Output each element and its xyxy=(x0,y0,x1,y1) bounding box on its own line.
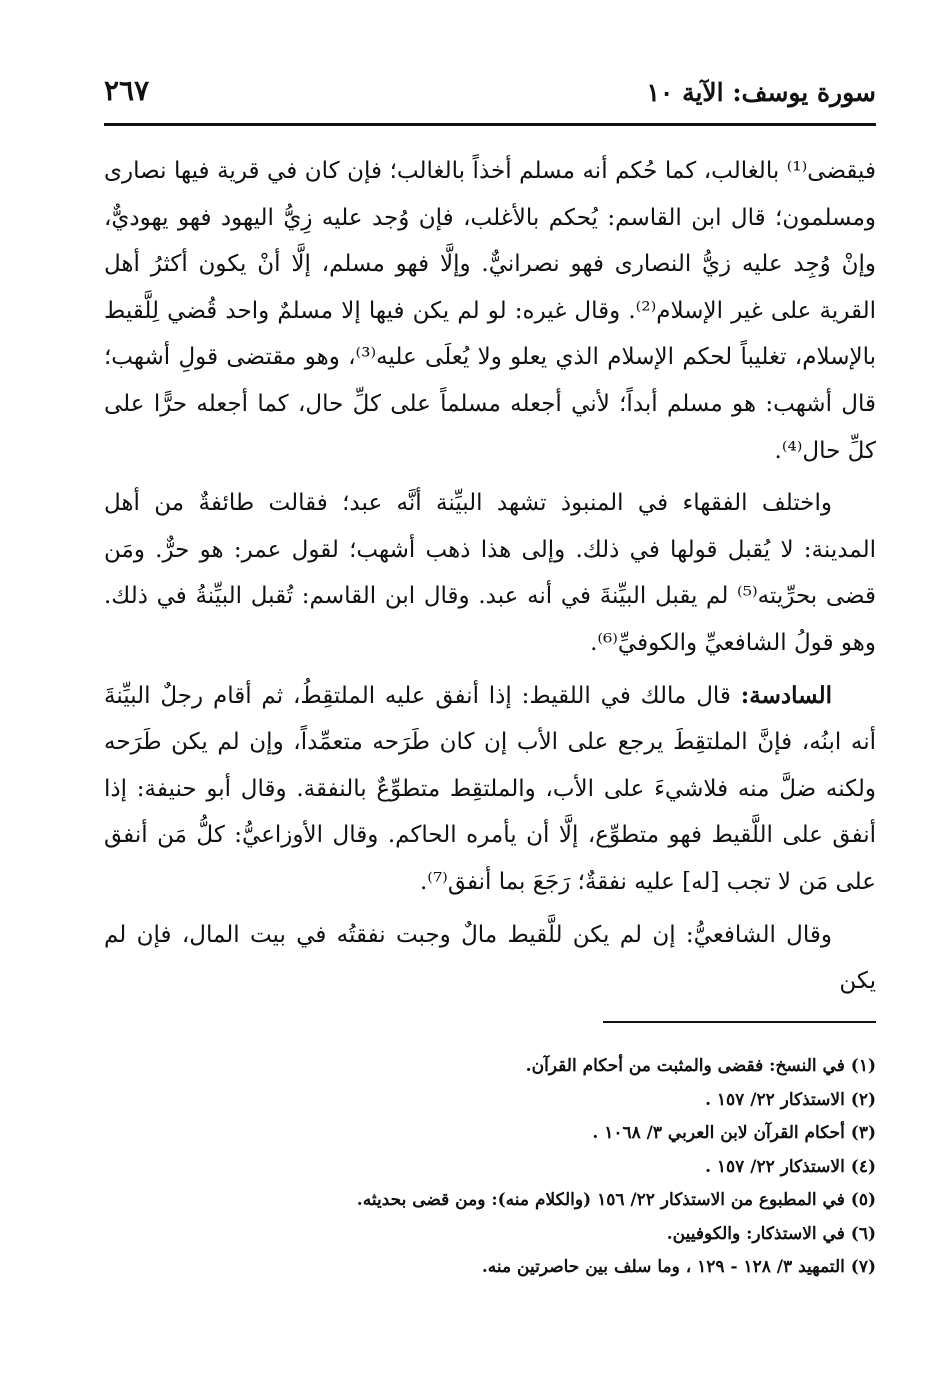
footnote-6: (٦) في الاستذكار: والكوفيين. xyxy=(666,1223,876,1244)
footnote-5: (٥) في المطبوع من الاستذكار ٢٢/ ١٥٦ (والكلام منه): ومن قضى بحديثه. xyxy=(356,1190,876,1210)
footnote-2: (٢) الاستذكار ٢٢/ ١٥٧ . xyxy=(705,1089,876,1110)
header-rule xyxy=(104,123,876,126)
footnotes xyxy=(104,1050,876,1285)
main-text xyxy=(104,148,876,1011)
paragraph-3-text: قال مالك في اللقيط: إذا أنفق عليه الملتقِطُ، ثم أقام رجلٌ البيِّنةَ أنه ابنُه، فإنَّ الملتقِطَ يرجع على الأب إن كان طَرَحه متعمِّداً، وإن لم يكن طَرَحه ولكنه ضلَّ منه فلاشيءَ على الأب، والملتقِط متطوِّعٌ بالنفقة. وقال أبو حنيفة: إذا أنفق على اللَّقيط فهو متطوِّع، إلَّا أن يأمره الحاكم. وقال الأوزاعيُّ: كلُّ مَن أنفق على مَن لا تجب [له] عليه نفقةٌ؛ رَجَعَ بما أنفق⁽⁷⁾. xyxy=(104,682,876,895)
footnote-4: (٤) الاستذكار ٢٢/ ١٥٧ . xyxy=(705,1156,876,1177)
footnote-3: (٣) أحكام القرآن لابن العربي ٣/ ١٠٦٨ . xyxy=(592,1123,876,1143)
footnote-7: (٧) التمهيد ٣/ ١٢٨ - ١٢٩ ، وما سلف بين حاصرتين منه. xyxy=(481,1257,876,1277)
paragraph-2: واختلف الفقهاء في المنبوذ تشهد البيِّنة أنَّه عبد؛ فقالت طائفةٌ من أهل المدينة: لا يُقبل قولها في ذلك. وإلى هذا ذهب أشهب؛ لقول عمر: هو حرٌّ. ومَن قضى بحرِّيته⁽⁵⁾ لم يقبل البيِّنةَ في أنه عبد. وقال ابن القاسم: تُقبل البيِّنةُ في ذلك. وهو قولُ الشافعيِّ والكوفيِّ⁽⁶⁾. xyxy=(104,490,876,656)
header-title: سورة يوسف: الآية ١٠ xyxy=(646,78,876,107)
running-header xyxy=(104,72,876,120)
section-lead-sixth: السادسة: xyxy=(740,681,833,709)
page-number: ٢٦٧ xyxy=(104,74,150,107)
paragraph-4: وقال الشافعيُّ: إن لم يكن للَّقيط مالٌ وجبت نفقتُه في بيت المال، فإن لم يكن xyxy=(104,921,876,995)
paragraph-1: فيقضى⁽¹⁾ بالغالب، كما حُكم أنه مسلم أخذاً بالغالب؛ فإن كان في قرية فيها نصارى ومسلمون؛ قال ابن القاسم: يُحكم بالأغلب، فإن وُجد عليه زِيُّ اليهود فهو يهوديٌّ، وإنْ وُجِد عليه زيُّ النصارى فهو نصرانيٌّ. وإلَّا فهو مسلم، إلَّا أنْ يكون أكثرُ أهل القرية على غير الإسلام⁽²⁾. وقال غيره: لو لم يكن فيها إلا مسلمٌ واحد قُضي لِلَّقيط بالإسلام، تغليباً لحكم الإسلام الذي يعلو ولا يُعلَى عليه⁽³⁾، وهو مقتضى قولِ أشهب؛ قال أشهب: هو مسلم أبداً؛ لأني أجعله مسلماً على كلِّ حال، كما أجعله حرًّا على كلِّ حال⁽⁴⁾. xyxy=(104,158,876,464)
footnote-1: (١) في النسخ: فقضى والمثبت من أحكام القرآن. xyxy=(525,1056,876,1076)
footnote-rule xyxy=(603,1021,876,1023)
paragraph-3 xyxy=(104,673,876,906)
